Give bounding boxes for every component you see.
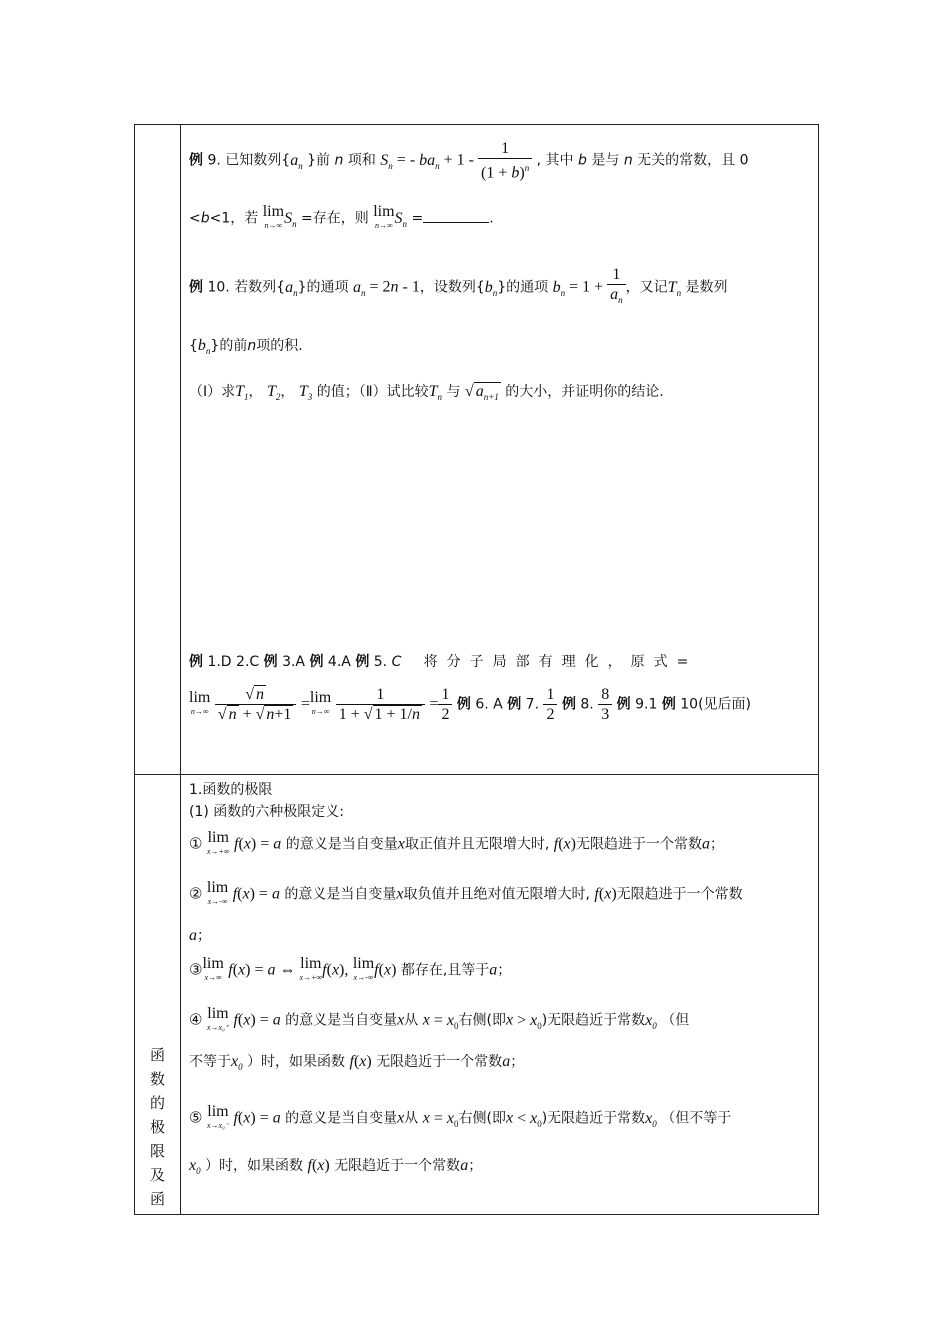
example-10-line-1: 例 10. 若数列$\{a_n\}$的通项 $a_n = 2n - 1$，设数列$\{b_n\}$的通项 $b_n = 1$ + $\frac{1}{a_n}$ ，又记$T_n$ 是数列	[189, 265, 815, 310]
row-divider	[135, 774, 818, 775]
limit-symbol: lim x→+∞	[206, 829, 230, 856]
limit-symbol: lim x→x₀⁺	[206, 1005, 230, 1032]
example-10-questions: （Ⅰ）求$T_1$， $T_2$， $T_3$ 的值；（Ⅱ）试比较$T_n$ 与 √ $a_{n+1}$ 的大小，并证明你的结论.	[189, 383, 664, 402]
fraction: $\frac{1}{(1 + b)^n}$	[478, 139, 532, 182]
definition-5: ⑤ lim x→x₀⁻ f(x) = a 的意义是当自变量x从 $x = x_0$右侧(即$x < x_0$)无限趋近于常数$x_0$ （但不等于	[189, 1103, 732, 1130]
section-heading: 1.函数的极限	[189, 782, 273, 798]
definition-2: ② lim x→-∞ f(x) = a 的意义是当自变量x取负值并且绝对值无限增大时, f(x)无限趋进于一个常数	[189, 879, 743, 906]
limit-symbol: lim x→+∞	[299, 955, 323, 982]
section-subheading: (1) 函数的六种极限定义:	[189, 804, 344, 820]
definition-4-cont: 不等于$x_0$ ）时，如果函数 f(x) 无限趋近于一个常数a；	[189, 1053, 525, 1072]
definition-5-cont: $x_0$ ）时，如果函数 f(x) 无限趋近于一个常数a；	[189, 1157, 483, 1176]
fraction: $\frac{√ n}{√ n + √ n+1}$	[215, 685, 297, 724]
fraction: $\frac{8}{3}$	[598, 685, 612, 724]
definition-2-cont: a；	[189, 927, 211, 944]
definition-1: ① lim x→+∞ f(x) = a 的意义是当自变量x取正值并且无限增大时, f(x)无限趋进于一个常数a；	[189, 829, 724, 856]
limit-symbol: lim x→-∞	[206, 879, 229, 906]
limit-symbol: lim x→-∞	[352, 955, 375, 982]
limit-symbol: lim n→∞	[373, 203, 395, 230]
limit-symbol: lim x→∞	[202, 955, 224, 982]
content-table	[134, 124, 819, 1215]
column-divider	[180, 125, 181, 1214]
limit-symbol: lim n→∞	[189, 689, 211, 716]
definition-4: ④ lim x→x₀⁺ f(x) = a 的意义是当自变量x从 $x = x_0$右侧(即$x > x_0$)无限趋近于常数$x_0$ （但	[189, 1005, 690, 1032]
side-label: 函 数 的 极 限 及 函	[149, 1046, 165, 1208]
answers-line-1: 例 1.D 2.C 例 3.A 例 4.A 例 5. C 将分子局部有理化，原式=	[189, 654, 698, 670]
limit-symbol: lim x→x₀⁻	[206, 1103, 230, 1130]
limit-symbol: lim n→∞	[309, 689, 332, 716]
fraction: $\frac{1}{2}$	[438, 685, 452, 724]
example-9-line-2: <b<1，若 lim n→∞ $S_n$ =存在，则 lim n→∞ $S_n$ = .	[189, 203, 494, 230]
limit-symbol: lim n→∞	[262, 203, 285, 230]
fraction: $\frac{1}{a_n}$	[607, 265, 626, 310]
fraction: $\frac{1}{2}$	[543, 685, 557, 724]
fraction: $\frac{1}{1 + √ 1 + 1/n}$	[336, 685, 425, 724]
example-10-line-2: $\{b_n\}$的前n项的积.	[189, 337, 303, 356]
example-9-line-1: 例 9. 已知数列{$a_n$ }前 n 项和 $S_n$ = - $ba_n + 1$ - $\frac{1}{(1 + b)^n}$ , 其中 b 是与 n 无关的常数，且 0	[189, 140, 749, 182]
definition-3: ③lim x→∞ f(x) = a ⇔ lim x→+∞ f(x), lim x→-∞ f(x) 都存在,且等于a；	[189, 955, 512, 982]
answer-blank	[423, 210, 489, 223]
answers-line-2: lim n→∞ $\frac{√ n}{√ n + √ n+1}$ =lim n→∞ $\frac{1}{1 + √ 1 + 1/n}$ = $\frac{1}{2}$ 例 6. A 例 7. $\frac{1}{2}$ 例 8. $\frac{8}{3}$ 例 9.1 例 10(见后面)	[189, 686, 752, 723]
